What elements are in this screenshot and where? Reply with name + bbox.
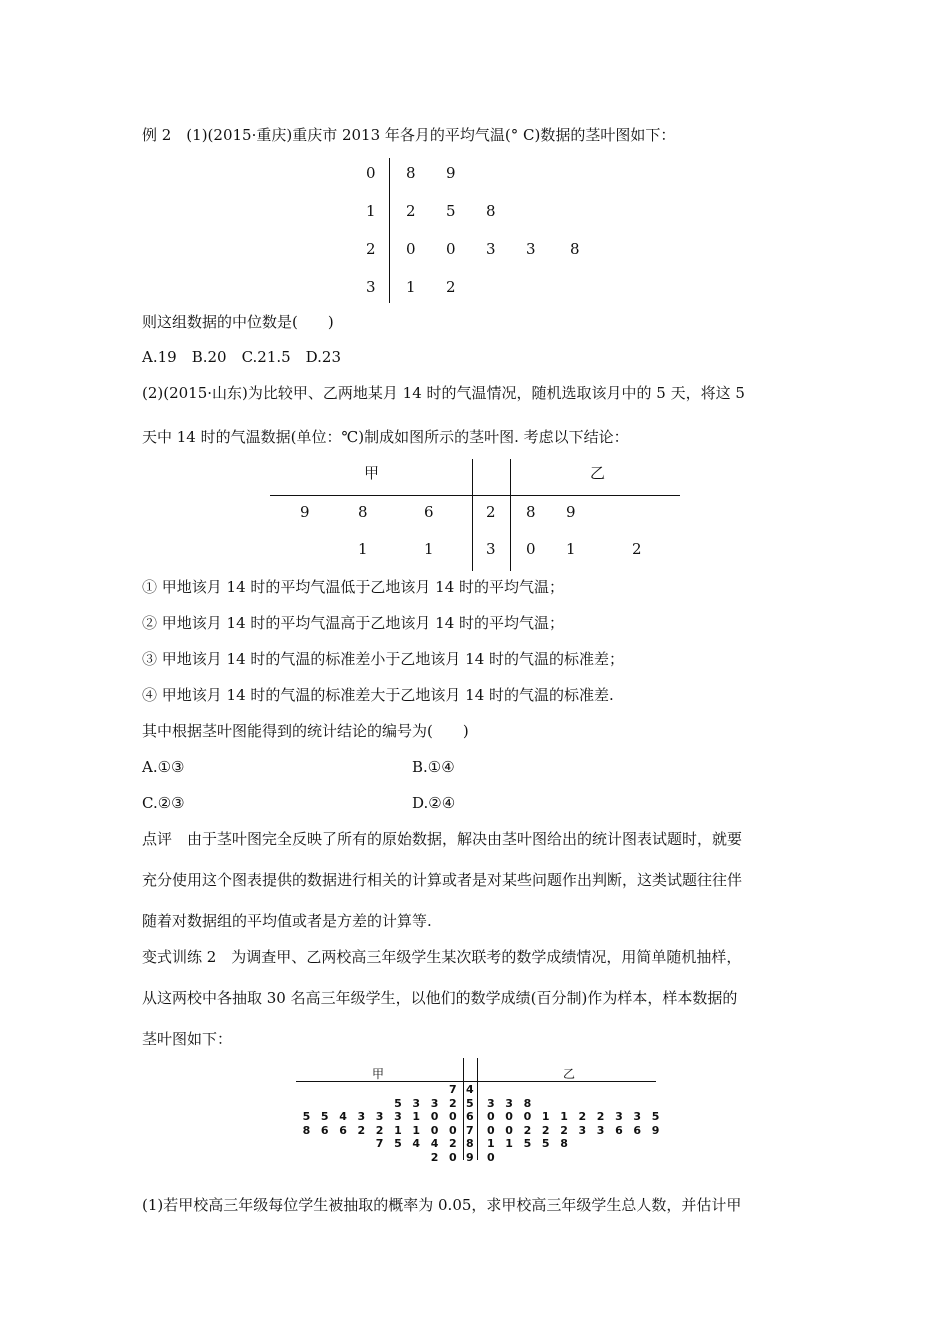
left-leaf-value: 6 [320,1123,329,1137]
left-leaf-value: 3 [412,1096,421,1110]
right-leaf-value: 2 [578,1110,587,1123]
stem-value: 3 [366,278,376,296]
left-leaf-value: 0 [449,1150,457,1164]
question-2-prompt: 其中根据茎叶图能得到的统计结论的编号为( ) [142,722,469,740]
left-leaf-value: 2 [357,1123,366,1137]
left-leaf-value: 1 [358,540,368,558]
left-leaf-value: 1 [394,1123,402,1137]
variant-line-2: 从这两校中各抽取 30 名高三年级学生，以他们的数学成绩(百分制)作为样本，样本数据的 [142,989,738,1007]
stem-value: 9 [466,1150,474,1164]
leaf-value: 5 [446,202,456,220]
stem-value: 5 [466,1096,474,1110]
conclusion-3: ③ 甲地该月 14 时的气温的标准差小于乙地该月 14 时的气温的标准差； [142,650,625,668]
variant-line-1: 变式训练 2 为调查甲、乙两校高三年级学生某次联考的数学成绩情况，用简单随机抽样， [142,948,742,966]
stemleaf-2-divider-left [472,459,473,571]
right-leaf-value: 8 [560,1137,568,1150]
left-leaf-value: 7 [375,1137,384,1150]
leaf-value: 1 [406,278,416,296]
leaf-value: 8 [486,202,496,220]
left-leaf-value: 2 [449,1137,457,1150]
right-leaf-value: 0 [487,1150,495,1164]
left-leaf-value: 4 [339,1110,347,1123]
stemleaf-2-right-header: 乙 [590,464,606,482]
left-leaf-value: 3 [375,1110,384,1123]
left-leaf-value: 3 [394,1110,402,1123]
comment-line-3: 随着对数据组的平均值或者是方差的计算等. [142,912,432,930]
conclusion-4: ④ 甲地该月 14 时的气温的标准差大于乙地该月 14 时的气温的标准差. [142,686,614,704]
stem-value: 4 [466,1083,474,1096]
right-leaf-value: 1 [505,1137,513,1150]
right-leaf-value: 2 [541,1123,550,1137]
right-leaf-value: 3 [596,1123,605,1137]
left-leaf-value: 6 [424,503,434,521]
stemleaf-2-left-header: 甲 [364,464,380,482]
comment-line-1: 点评 由于茎叶图完全反映了所有的原始数据，解决由茎叶图给出的统计图表试题时，就要 [142,830,743,848]
leaf-value: 3 [486,240,496,258]
stemleaf-3-header-rule [296,1081,656,1082]
left-leaf-value: 2 [430,1150,439,1164]
left-leaf-value: 7 [449,1083,457,1096]
variant-line-3: 茎叶图如下： [142,1030,233,1048]
leaf-value: 8 [570,240,580,258]
stemleaf-1-divider [389,158,390,303]
left-leaf-value: 1 [424,540,434,558]
stemleaf-3-divider-left [463,1058,464,1160]
question-1-options: A.19 B.20 C.21.5 D.23 [142,348,342,366]
right-leaf-value: 2 [523,1123,532,1137]
right-leaf-value: 0 [487,1123,495,1137]
stemleaf-2-divider-right [510,459,511,571]
left-leaf-value: 8 [358,503,368,521]
stemleaf-2-header-rule [270,495,680,496]
right-leaf-value: 0 [523,1110,532,1123]
option-d: D.②④ [412,794,456,812]
right-leaf-value: 0 [505,1110,513,1123]
right-leaf-value: 3 [633,1110,642,1123]
left-leaf-value: 0 [449,1123,457,1137]
option-a: A.①③ [142,758,185,776]
leaf-value: 9 [446,164,456,182]
right-leaf-value: 1 [541,1110,550,1123]
left-leaf-value: 5 [302,1110,311,1123]
right-leaf-value: 0 [526,540,536,558]
conclusion-1: ① 甲地该月 14 时的平均气温低于乙地该月 14 时的平均气温； [142,578,565,596]
left-leaf-value: 0 [430,1110,439,1123]
stem-value: 2 [486,503,496,521]
leaf-value: 8 [406,164,416,182]
right-leaf-value: 1 [560,1110,568,1123]
right-leaf-value: 6 [615,1123,623,1137]
stem-value: 8 [466,1137,474,1150]
option-c: C.②③ [142,794,185,812]
left-leaf-value: 2 [449,1096,457,1110]
stem-value: 2 [366,240,376,258]
question-2-line-1: (2)(2015·山东)为比较甲、乙两地某月 14 时的气温情况，随机选取该月中的 5 天，将这 5 [142,384,745,402]
right-leaf-value: 3 [578,1123,587,1137]
leaf-value: 0 [446,240,456,258]
stemleaf-3-divider-right [477,1058,478,1160]
left-leaf-value: 9 [300,503,310,521]
left-leaf-value: 1 [412,1110,421,1123]
example2-intro: 例 2 (1)(2015·重庆)重庆市 2013 年各月的平均气温(° C)数据的茎叶图如下： [142,126,676,144]
left-leaf-value: 4 [412,1137,421,1150]
right-leaf-value: 8 [526,503,536,521]
right-leaf-value: 3 [615,1110,623,1123]
stem-value: 0 [366,164,376,182]
stemleaf-3-right-header: 乙 [563,1067,576,1081]
right-leaf-value: 8 [523,1096,532,1110]
stem-value: 7 [466,1123,474,1137]
stem-value: 3 [486,540,496,558]
right-leaf-value: 5 [651,1110,660,1123]
left-leaf-value: 5 [394,1096,402,1110]
conclusion-2: ② 甲地该月 14 时的平均气温高于乙地该月 14 时的平均气温； [142,614,565,632]
right-leaf-value: 5 [523,1137,532,1150]
left-leaf-value: 4 [430,1137,439,1150]
stem-value: 6 [466,1110,474,1123]
right-leaf-value: 9 [651,1123,660,1137]
variant-question-1: (1)若甲校高三年级每位学生被抽取的概率为 0.05，求甲校高三年级学生总人数，并估计甲 [142,1196,742,1214]
left-leaf-value: 5 [320,1110,329,1123]
question-1: 则这组数据的中位数是( ) [142,313,334,331]
left-leaf-value: 5 [394,1137,402,1150]
left-leaf-value: 0 [430,1123,439,1137]
leaf-value: 2 [406,202,416,220]
right-leaf-value: 0 [505,1123,513,1137]
right-leaf-value: 9 [566,503,576,521]
right-leaf-value: 3 [487,1096,495,1110]
left-leaf-value: 0 [449,1110,457,1123]
left-leaf-value: 3 [357,1110,366,1123]
left-leaf-value: 6 [339,1123,347,1137]
right-leaf-value: 1 [566,540,576,558]
left-leaf-value: 1 [412,1123,421,1137]
comment-line-2: 充分使用这个图表提供的数据进行相关的计算或者是对某些问题作出判断，这类试题往往伴 [142,871,743,889]
option-b: B.①④ [412,758,455,776]
stemleaf-3-left-header: 甲 [372,1067,385,1081]
leaf-value: 3 [526,240,536,258]
right-leaf-value: 5 [541,1137,550,1150]
right-leaf-value: 2 [632,540,642,558]
question-2-line-2: 天中 14 时的气温数据(单位：℃)制成如图所示的茎叶图. 考虑以下结论： [142,428,629,446]
right-leaf-value: 3 [505,1096,513,1110]
stem-value: 1 [366,202,376,220]
left-leaf-value: 8 [302,1123,311,1137]
leaf-value: 2 [446,278,456,296]
right-leaf-value: 0 [487,1110,495,1123]
right-leaf-value: 6 [633,1123,642,1137]
left-leaf-value: 2 [375,1123,384,1137]
leaf-value: 0 [406,240,416,258]
left-leaf-value: 3 [430,1096,439,1110]
right-leaf-value: 2 [596,1110,605,1123]
right-leaf-value: 2 [560,1123,568,1137]
right-leaf-value: 1 [487,1137,495,1150]
